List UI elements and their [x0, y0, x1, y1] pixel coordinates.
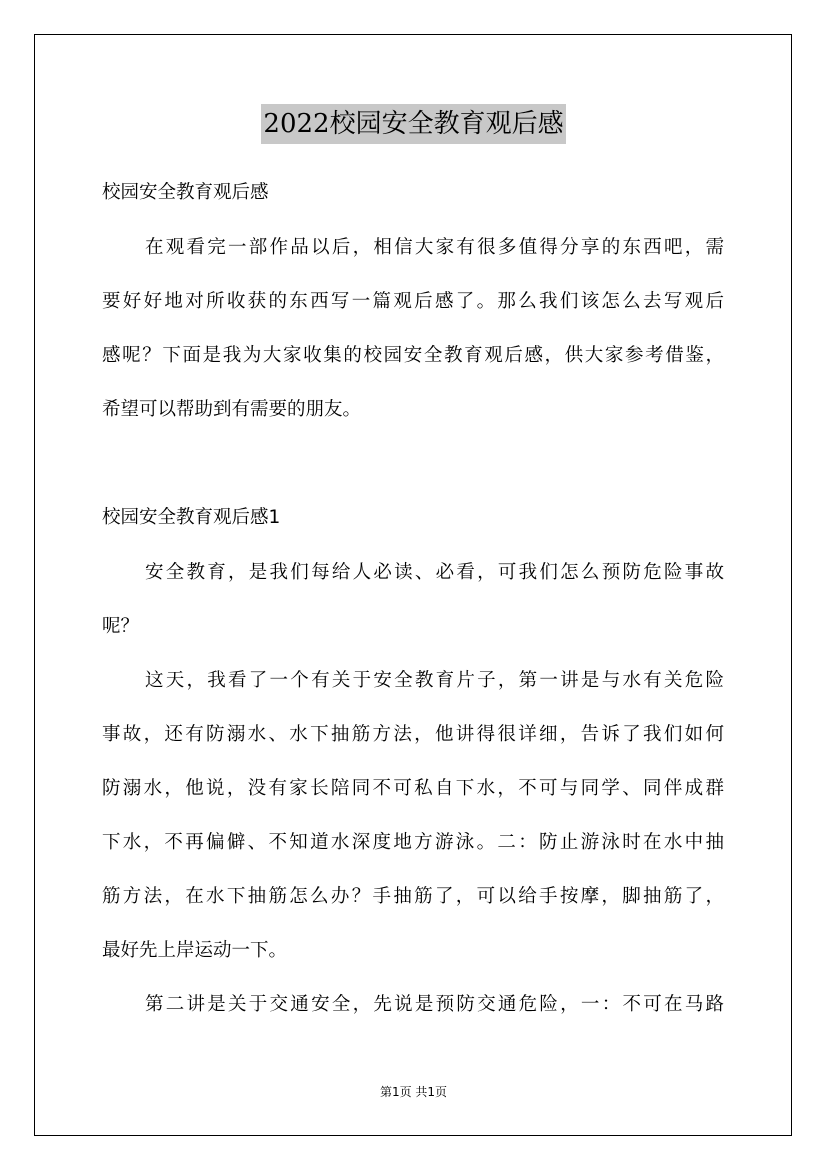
para3-line-1: 第二讲是关于交通安全，先说是预防交通危险，一：不可在马路	[145, 994, 724, 1015]
para2-line-1: 这天，我看了一个有关于安全教育片子，第一讲是与水有关危险	[145, 670, 724, 691]
intro-line-3: 感呢？下面是我为大家收集的校园安全教育观后感，供大家参考借鉴，	[102, 345, 724, 366]
intro-line-4: 希望可以帮助到有需要的朋友。	[102, 399, 362, 420]
para1-line-2: 呢？	[102, 616, 140, 637]
para2-line-2: 事故，还有防溺水、水下抽筋方法，他讲得很详细，告诉了我们如何	[102, 724, 724, 745]
document-title-wrap	[0, 104, 827, 144]
intro-line-1: 在观看完一部作品以后，相信大家有很多值得分享的东西吧，需	[145, 237, 724, 258]
para1-line-1: 安全教育，是我们每给人必读、必看，可我们怎么预防危险事故	[145, 562, 724, 583]
para2-line-4: 下水，不再偏僻、不知道水深度地方游泳。二：防止游泳时在水中抽	[102, 832, 724, 853]
intro-line-2: 要好好地对所收获的东西写一篇观后感了。那么我们该怎么去写观后	[102, 291, 724, 312]
para2-line-6: 最好先上岸运动一下。	[102, 940, 288, 961]
section1-heading: 校园安全教育观后感1	[102, 507, 281, 528]
page-footer: 第1页 共1页	[379, 1085, 448, 1099]
para2-line-3: 防溺水，他说，没有家长陪同不可私自下水，不可与同学、同伴成群	[102, 778, 724, 799]
document-subtitle: 校园安全教育观后感	[102, 182, 269, 203]
document-title: 2022校园安全教育观后感	[261, 104, 565, 144]
para2-line-5: 筋方法，在水下抽筋怎么办？手抽筋了，可以给手按摩，脚抽筋了，	[102, 886, 724, 907]
